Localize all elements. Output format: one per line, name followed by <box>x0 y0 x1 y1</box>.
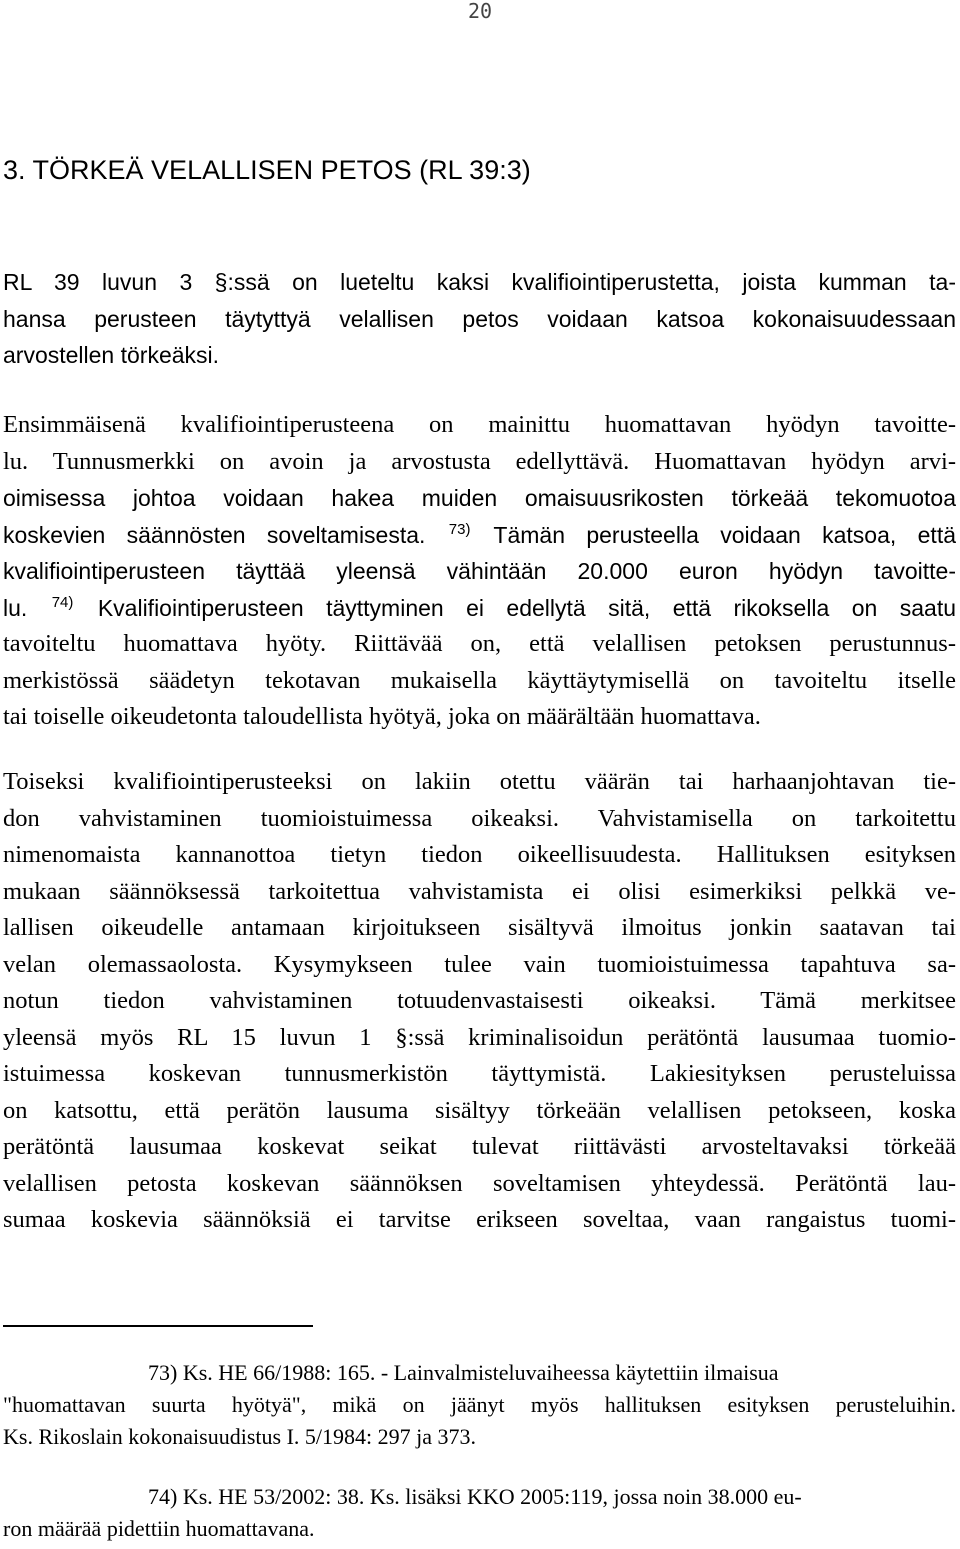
paragraph-line: RL 39 luvun 3 §:ssä on lueteltu kaksi kvalifiointiperustetta, joista kumman ta- <box>3 269 956 295</box>
paragraph-line: tavoiteltu huomattava hyöty. Riittävää on, että velallisen petoksen perustunnus- <box>3 630 956 657</box>
paragraph-line: Toiseksi kvalifiointiperusteeksi on lakiin otettu väärän tai harhaanjohtavan tie- <box>3 768 956 795</box>
footnote-line: 74) Ks. HE 53/2002: 38. Ks. lisäksi KKO 2005:119, jossa noin 38.000 eu- <box>148 1484 802 1509</box>
line-text: Kvalifiointiperusteen täyttyminen ei edellytä sitä, että rikoksella on saatu <box>97 594 956 621</box>
paragraph-first-qualification <box>3 407 956 736</box>
paragraph-line: don vahvistaminen tuomioistuimessa oikeaksi. Vahvistamisella on tarkoitettu <box>3 804 956 832</box>
paragraph-line: Ensimmäisenä kvalifiointiperusteena on mainittu huomattavan hyödyn tavoitte- <box>3 411 956 438</box>
footnote-74 <box>3 1481 956 1545</box>
paragraph-line: nimenomaista kannanottoa tietyn tiedon oikeellisuudesta. Hallituksen esityksen <box>3 841 956 868</box>
line-text: lu. <box>3 594 28 621</box>
paragraph-line: sumaa koskevia säännöksiä ei tarvitse erikseen soveltaa, vaan rangaistus tuomi- <box>3 1206 956 1233</box>
section-heading: 3. TÖRKEÄ VELALLISEN PETOS (RL 39:3) <box>3 155 531 185</box>
footnote-line: 73) Ks. HE 66/1988: 165. - Lainvalmisteluvaiheessa käytettiin ilmaisua <box>148 1360 779 1385</box>
paragraph-line-with-footnote <box>3 590 956 627</box>
line-text: koskevien säännösten soveltamisesta. <box>3 521 426 548</box>
paragraph-line: tai toiselle oikeudetonta taloudellista hyötyä, joka on määrältään huomattava. <box>3 703 761 730</box>
footnote-line: ron määrää pidettiin huomattavana. <box>3 1516 315 1541</box>
paragraph-line: on katsottu, että perätön lausuma sisältyy törkeään velallisen petokseen, koska <box>3 1096 956 1124</box>
paragraph-line: arvostellen törkeäksi. <box>3 342 220 368</box>
paragraph-line: hansa perusteen täytyttyä velallisen petos voidaan katsoa kokonaisuudessaan <box>3 305 956 332</box>
footnote-separator <box>3 1325 313 1327</box>
line-text: Tämän perusteella voidaan katsoa, että <box>493 521 956 548</box>
paragraph-second-qualification <box>3 764 956 1239</box>
paragraph-line: velan olemassaolosta. Kysymykseen tulee vain tuomioistuimessa tapahtuva sa- <box>3 950 956 978</box>
paragraph-line: mukaan säännöksessä tarkoitettua vahvistamista ei olisi esimerkiksi pelkkä ve- <box>3 877 956 905</box>
paragraph-line: velallisen petosta koskevan säännöksen soveltamisen yhteydessä. Perätöntä lau- <box>3 1169 956 1197</box>
paragraph-line: yleensä myös RL 15 luvun 1 §:ssä kriminalisoidun perätöntä lausumaa tuomio- <box>3 1023 956 1051</box>
footnote-73 <box>3 1357 956 1453</box>
footnote-ref-73: 73) <box>448 520 471 538</box>
paragraph-line: notun tiedon vahvistaminen totuudenvastaisesti oikeaksi. Tämä merkitsee <box>3 987 956 1014</box>
paragraph-intro <box>3 264 956 374</box>
footnote-ref-74: 74) <box>51 593 74 611</box>
paragraph-line: istuimessa koskevan tunnusmerkistön täyttymistä. Lakiesityksen perusteluissa <box>3 1060 956 1087</box>
paragraph-line-with-footnote <box>3 517 956 554</box>
page-number: 20 <box>467 0 493 23</box>
paragraph-line: lallisen oikeudelle antamaan kirjoitukseen sisältyvä ilmoitus jonkin saatavan tai <box>3 914 956 941</box>
footnote-line: "huomattavan suurta hyötyä", mikä on jäänyt myös hallituksen esityksen perusteluihin. <box>3 1392 956 1417</box>
paragraph-line: merkistössä säädetyn tekotavan mukaisella käyttäytymisellä on tavoiteltu itselle <box>3 666 956 694</box>
paragraph-line: oimisessa johtoa voidaan hakea muiden omaisuusrikosten törkeää tekomuotoa <box>3 485 956 511</box>
paragraph-line: perätöntä lausumaa koskevat seikat tulevat riittävästi arvosteltavaksi törkeää <box>3 1133 956 1160</box>
paragraph-line: lu. Tunnusmerkki on avoin ja arvostusta edellyttävä. Huomattavan hyödyn arvi- <box>3 447 956 475</box>
paragraph-line: kvalifiointiperusteen täyttää yleensä vähintään 20.000 euron hyödyn tavoitte- <box>3 558 956 584</box>
footnote-line: Ks. Rikoslain kokonaisuudistus I. 5/1984: 297 ja 373. <box>3 1424 476 1449</box>
